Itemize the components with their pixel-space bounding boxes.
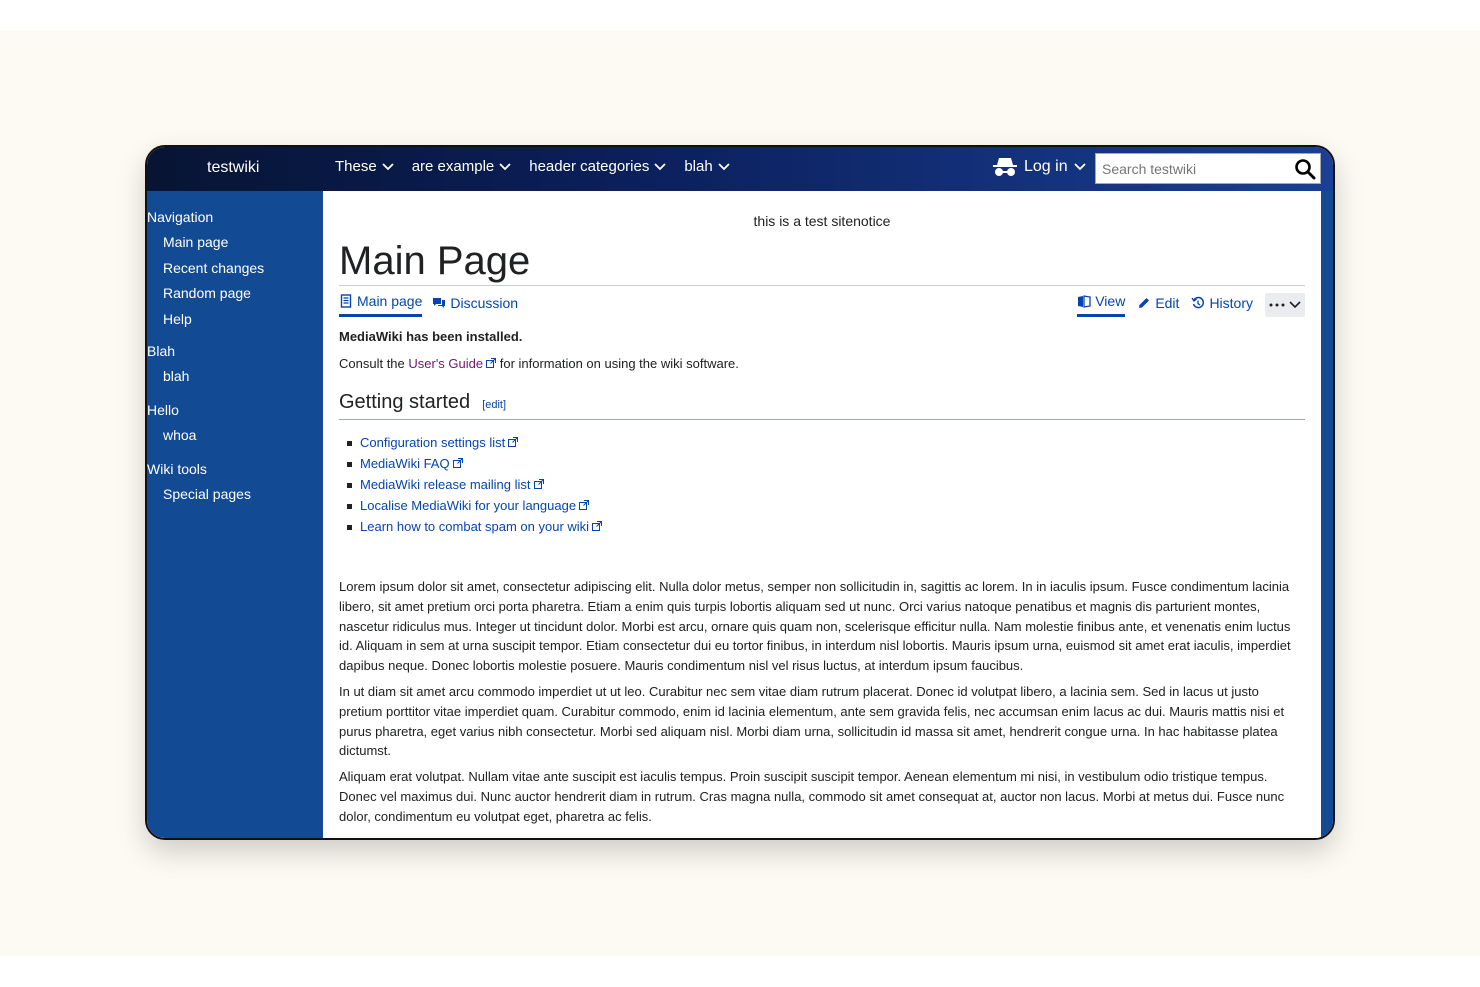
mailing-list-link[interactable]: MediaWiki release mailing list xyxy=(360,477,531,492)
localise-link[interactable]: Localise MediaWiki for your language xyxy=(360,498,577,513)
login-label: Log in xyxy=(1024,158,1068,175)
pencil-icon xyxy=(1137,296,1151,310)
chevron-down-icon xyxy=(1074,163,1086,171)
list-item xyxy=(347,432,1305,453)
chevron-down-icon xyxy=(718,163,730,171)
sidebar-item-help[interactable]: Help xyxy=(163,310,192,327)
sidebar xyxy=(147,191,323,840)
section-heading-getting-started: Getting started xyxy=(339,391,471,413)
lorem-paragraph-2: In ut diam sit amet arcu commodo imperdiet ut ut leo. Curabitur nec sem vitae diam rutrum placerat. Donec id volutpat libero, a lacinia sem. Sed in lacus ut justo pretium porttitor vitae imperdiet quam. Curabitur commodo, enim id lacinia elementum, ante sem gravida felis, nec accumsan enim lacus ac dui. Mauris mattis nisi et purus pharetra, eget varius nibh consectetur. Morbi sed aliquam nisl. Morbi diam urna, sollicitudin id massa sit amet, hendrerit congue urna. In hac habitasse platea dictumst. xyxy=(339,683,1285,759)
tab-history[interactable] xyxy=(1191,295,1253,316)
chevron-down-icon xyxy=(1289,301,1301,309)
sidebar-item-whoa[interactable]: whoa xyxy=(163,427,197,443)
tab-label: Edit xyxy=(1155,294,1180,311)
ellipsis-icon xyxy=(1269,303,1285,307)
tab-label: History xyxy=(1209,294,1253,311)
external-link-icon xyxy=(453,458,463,468)
site-notice: this is a test sitenotice xyxy=(753,213,891,229)
header-nav-header-categories[interactable] xyxy=(529,158,666,175)
tab-label: Main page xyxy=(357,293,423,309)
mediawiki-faq-link[interactable]: MediaWiki FAQ xyxy=(360,456,450,471)
list-item xyxy=(347,453,1305,474)
external-link-icon xyxy=(534,479,544,489)
login-menu[interactable] xyxy=(992,156,1086,178)
history-icon xyxy=(1191,296,1205,310)
title-divider xyxy=(339,285,1305,286)
header-nav-label: header categories xyxy=(529,158,650,175)
tab-label: View xyxy=(1095,293,1126,309)
site-header xyxy=(147,147,1333,191)
header-nav-label: blah xyxy=(684,158,713,175)
view-tabs xyxy=(1077,293,1305,317)
lorem-paragraph-1: Lorem ipsum dolor sit amet, consectetur adipiscing elit. Nulla dolor metus, semper non sollicitudin in, sagittis ac lorem. In in iaculis ipsum. Fusce condimentum lacinia libero, sit amet pretium orci porta pharetra. Etiam a enim quis turpis lobortis aliquam sed ut nunc. Orci varius natoque penatibus et magnis dis parturient montes, nascetur ridiculus mus. Integer ut tincidunt dolor. Morbi est arcu, ornare quis quam non, scelerisque efficitur nulla. Nam molestie finibus ante, et venenatis enim luctus id. Aliquam in sem at urna suscipit tempor. Etiam consectetur dui eu tortor finibus, in interdum nisl lobortis. Mauris ipsum urna, euismod sit amet erat iaculis, imperdiet dapibus neque. Donec lobortis molestie posuere. Mauris condimentum nisl vel risus luctus, at interdum ipsum faucibus. xyxy=(339,579,1291,674)
browser-window xyxy=(145,145,1335,840)
sidebar-heading-hello: Hello xyxy=(147,402,179,418)
consult-suffix: for information on using the wiki software. xyxy=(496,355,739,371)
header-nav-label: are example xyxy=(411,158,495,175)
header-nav-are-example[interactable] xyxy=(412,158,512,175)
tab-view[interactable] xyxy=(1077,293,1125,317)
more-actions-button[interactable] xyxy=(1265,293,1305,317)
site-title[interactable]: testwiki xyxy=(207,159,260,176)
chevron-down-icon xyxy=(382,163,394,171)
section-edit-link[interactable]: [edit] xyxy=(482,399,507,411)
sidebar-portal-hello xyxy=(147,398,196,449)
list-item xyxy=(347,516,1305,537)
getting-started-list xyxy=(339,432,1305,537)
speech-bubbles-icon xyxy=(432,296,446,310)
search-input[interactable] xyxy=(1102,159,1282,179)
sidebar-item-special-pages[interactable]: Special pages xyxy=(163,486,251,502)
consult-prefix: Consult the xyxy=(339,355,409,371)
consult-line xyxy=(339,354,1305,374)
sidebar-portal-wiki-tools xyxy=(147,457,251,508)
search-icon[interactable] xyxy=(1294,158,1316,180)
list-item xyxy=(347,474,1305,495)
chevron-down-icon xyxy=(499,163,511,171)
header-nav-label: These xyxy=(335,158,377,175)
header-nav-blah[interactable] xyxy=(684,158,729,175)
page-icon xyxy=(339,294,353,308)
sidebar-heading-navigation: Navigation xyxy=(147,209,214,225)
external-link-icon xyxy=(508,437,518,447)
sidebar-item-random-page[interactable]: Random page xyxy=(163,285,251,301)
sidebar-item-main-page[interactable]: Main page xyxy=(163,234,229,250)
page-title: Main Page xyxy=(339,239,531,283)
tab-discussion[interactable] xyxy=(432,293,518,317)
article-body xyxy=(339,327,1305,833)
combat-spam-link[interactable]: Learn how to combat spam on your wiki xyxy=(360,519,590,534)
tab-main-page[interactable] xyxy=(339,293,422,317)
tab-edit[interactable] xyxy=(1137,295,1179,316)
right-edge-strip xyxy=(1319,191,1333,840)
book-icon xyxy=(1077,294,1091,308)
external-link-icon xyxy=(592,521,602,531)
list-item xyxy=(347,495,1305,516)
header-nav-these[interactable] xyxy=(335,158,394,175)
sidebar-item-blah[interactable]: blah xyxy=(163,368,190,384)
tab-label: Discussion xyxy=(450,294,519,311)
header-nav xyxy=(335,158,730,175)
sidebar-portal-blah xyxy=(147,339,189,390)
external-link-icon xyxy=(579,500,589,510)
namespace-tabs xyxy=(339,293,518,317)
lorem-paragraph-3: Aliquam erat volutpat. Nullam vitae ante suscipit est iaculis tempus. Proin suscipit suscipit tempor. Aenean elementum mi nisi, in vestibulum odio tristique tempus. Donec vel maximus dui. Nunc auctor hendrerit diam in rutrum. Cras magna nulla, commodo sit amet consequat at, auctor non lacus. Morbi at metus dui. Fusce nunc dolor, condimentum eu volutpat eget, pharetra ac felis. xyxy=(339,769,1285,824)
sidebar-heading-wiki-tools: Wiki tools xyxy=(147,461,207,477)
users-guide-link[interactable]: User's Guide xyxy=(408,355,484,371)
section-heading-row xyxy=(339,387,1305,420)
sidebar-heading-blah: Blah xyxy=(147,343,176,359)
anonymous-user-icon xyxy=(992,156,1018,178)
configuration-settings-link[interactable]: Configuration settings list xyxy=(360,435,506,450)
sidebar-item-recent-changes[interactable]: Recent changes xyxy=(163,259,265,276)
sidebar-portal-navigation xyxy=(147,205,264,332)
external-link-icon xyxy=(486,358,496,368)
search-box xyxy=(1095,153,1321,184)
chevron-down-icon xyxy=(654,163,666,171)
main-content xyxy=(323,191,1321,840)
install-notice: MediaWiki has been installed. xyxy=(339,329,523,344)
